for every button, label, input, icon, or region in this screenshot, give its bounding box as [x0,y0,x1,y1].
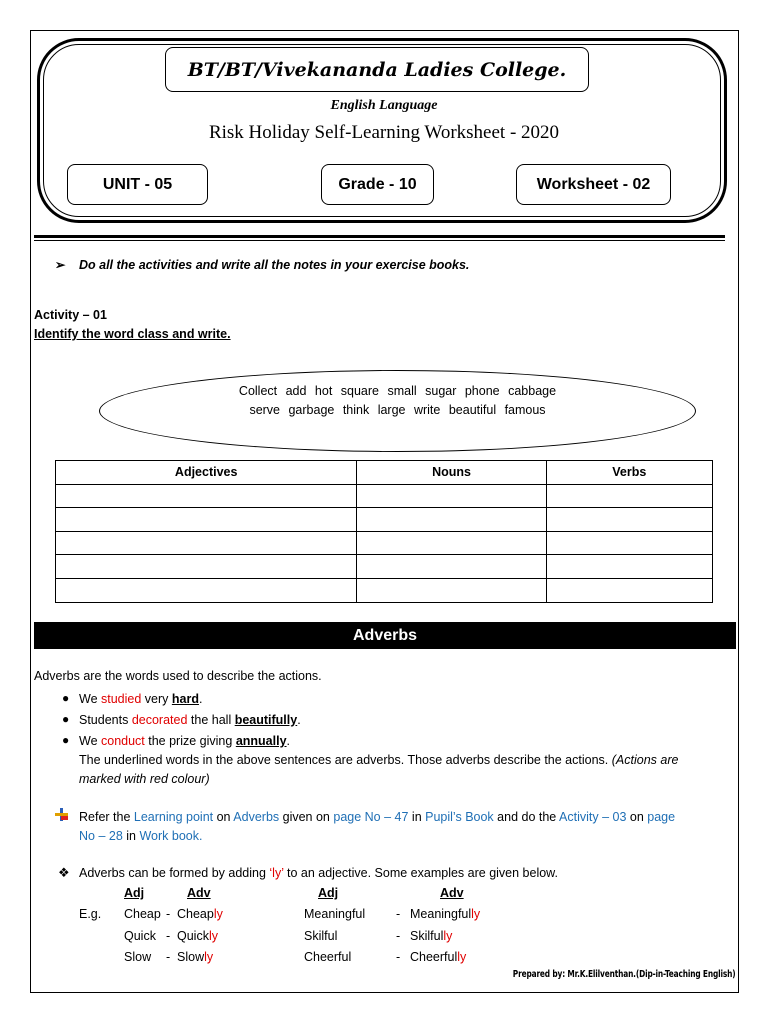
table-header-row [56,461,713,485]
eg-label: E.g. [79,907,102,921]
table-cell[interactable] [546,508,712,532]
worksheet-title: Risk Holiday Self-Learning Worksheet - 2020 [208,122,560,143]
activity-heading: Activity – 01 [34,308,107,322]
adv-word: Meaningfully [410,907,481,921]
adj-word: Cheerful [304,950,352,964]
adv-word: Slowly [177,950,214,964]
dash: - [166,907,171,921]
table-cell[interactable] [357,531,546,555]
table-row [56,555,713,579]
word-class-table [55,460,713,603]
bullet-icon: ● [62,712,70,726]
table-cell[interactable] [546,531,712,555]
table-cell[interactable] [56,555,357,579]
college-name: BT/BT/Vivekananda Ladies College. [165,47,589,92]
table-cell[interactable] [56,578,357,602]
dash: - [396,929,401,943]
table-cell[interactable] [56,531,357,555]
instruction [55,257,469,272]
divider-thin [34,240,725,241]
col-adv-2: Adv [440,886,464,900]
table-cell[interactable] [56,508,357,532]
dash: - [396,950,401,964]
table-cell[interactable] [546,555,712,579]
col-adj-2: Adj [318,886,339,900]
adverb-definition: Adverbs are the words used to describe the actions. [34,669,322,683]
dash: - [166,929,171,943]
table-cell[interactable] [546,578,712,602]
example-sentence-3: We conduct the prize giving annually. [79,734,291,748]
adj-word: Quick [124,929,156,943]
adj-word: Cheap [124,907,161,921]
table-cell[interactable] [357,578,546,602]
table-cell[interactable] [546,484,712,508]
adv-word: Quickly [177,929,218,943]
bullet-icon: ● [62,733,70,747]
col-nouns: Nouns [357,461,546,485]
col-adj-1: Adj [124,886,145,900]
word-bank-line-1: Collect add hot square small sugar phone cabbage [238,384,557,398]
refer-note: Refer the Learning point on Adverbs given on page No – 47 in Pupil’s Book and do the Activity – 03 on page No – 28 in Work book. [79,810,676,843]
activity-task: Identify the word class and write. [34,327,231,341]
worksheet-number-badge: Worksheet - 02 [516,164,671,205]
adverbs-banner: Adverbs [34,622,736,649]
table-row [56,508,713,532]
adj-word: Slow [124,950,152,964]
col-verbs: Verbs [546,461,712,485]
adv-word: Cheerfully [410,950,467,964]
diamond-bullet-icon: ❖ [58,865,70,880]
word-bank-line-2: serve garbage think large write beautiful famous [249,403,546,417]
pointer-icon [55,808,69,822]
adv-word: Cheaply [177,907,223,921]
adj-word: Meaningful [304,907,366,921]
col-adv-1: Adv [187,886,211,900]
table-cell[interactable] [56,484,357,508]
formation-rule: Adverbs can be formed by adding ‘ly’ to an adjective. Some examples are given below. [79,866,558,880]
table-row [56,531,713,555]
col-adjectives: Adjectives [56,461,357,485]
table-row [56,484,713,508]
adj-word: Skilful [304,929,338,943]
table-cell[interactable] [357,555,546,579]
dash: - [166,950,171,964]
adv-word: Skilfully [410,929,453,943]
dash: - [396,907,401,921]
example-sentence-1: We studied very hard. [79,692,203,706]
grade-badge: Grade - 10 [321,164,434,205]
table-cell[interactable] [357,508,546,532]
example-sentence-2: Students decorated the hall beautifully. [79,713,301,727]
divider [34,235,725,238]
unit-badge: UNIT - 05 [67,164,208,205]
arrow-bullet-icon: ➢ [55,258,66,272]
bullet-icon: ● [62,691,70,705]
table-cell[interactable] [357,484,546,508]
credit-line: Prepared by: Mr.K.Elilventhan.(Dip-in-Teaching English) [512,969,735,980]
table-row [56,578,713,602]
subject-title: English Language [330,98,438,113]
adverb-explanation: The underlined words in the above sentences are adverbs. Those adverbs describe the actions. (Actions are marked with red colour) [79,753,679,786]
instruction-text: Do all the activities and write all the notes in your exercise books. [79,258,470,272]
